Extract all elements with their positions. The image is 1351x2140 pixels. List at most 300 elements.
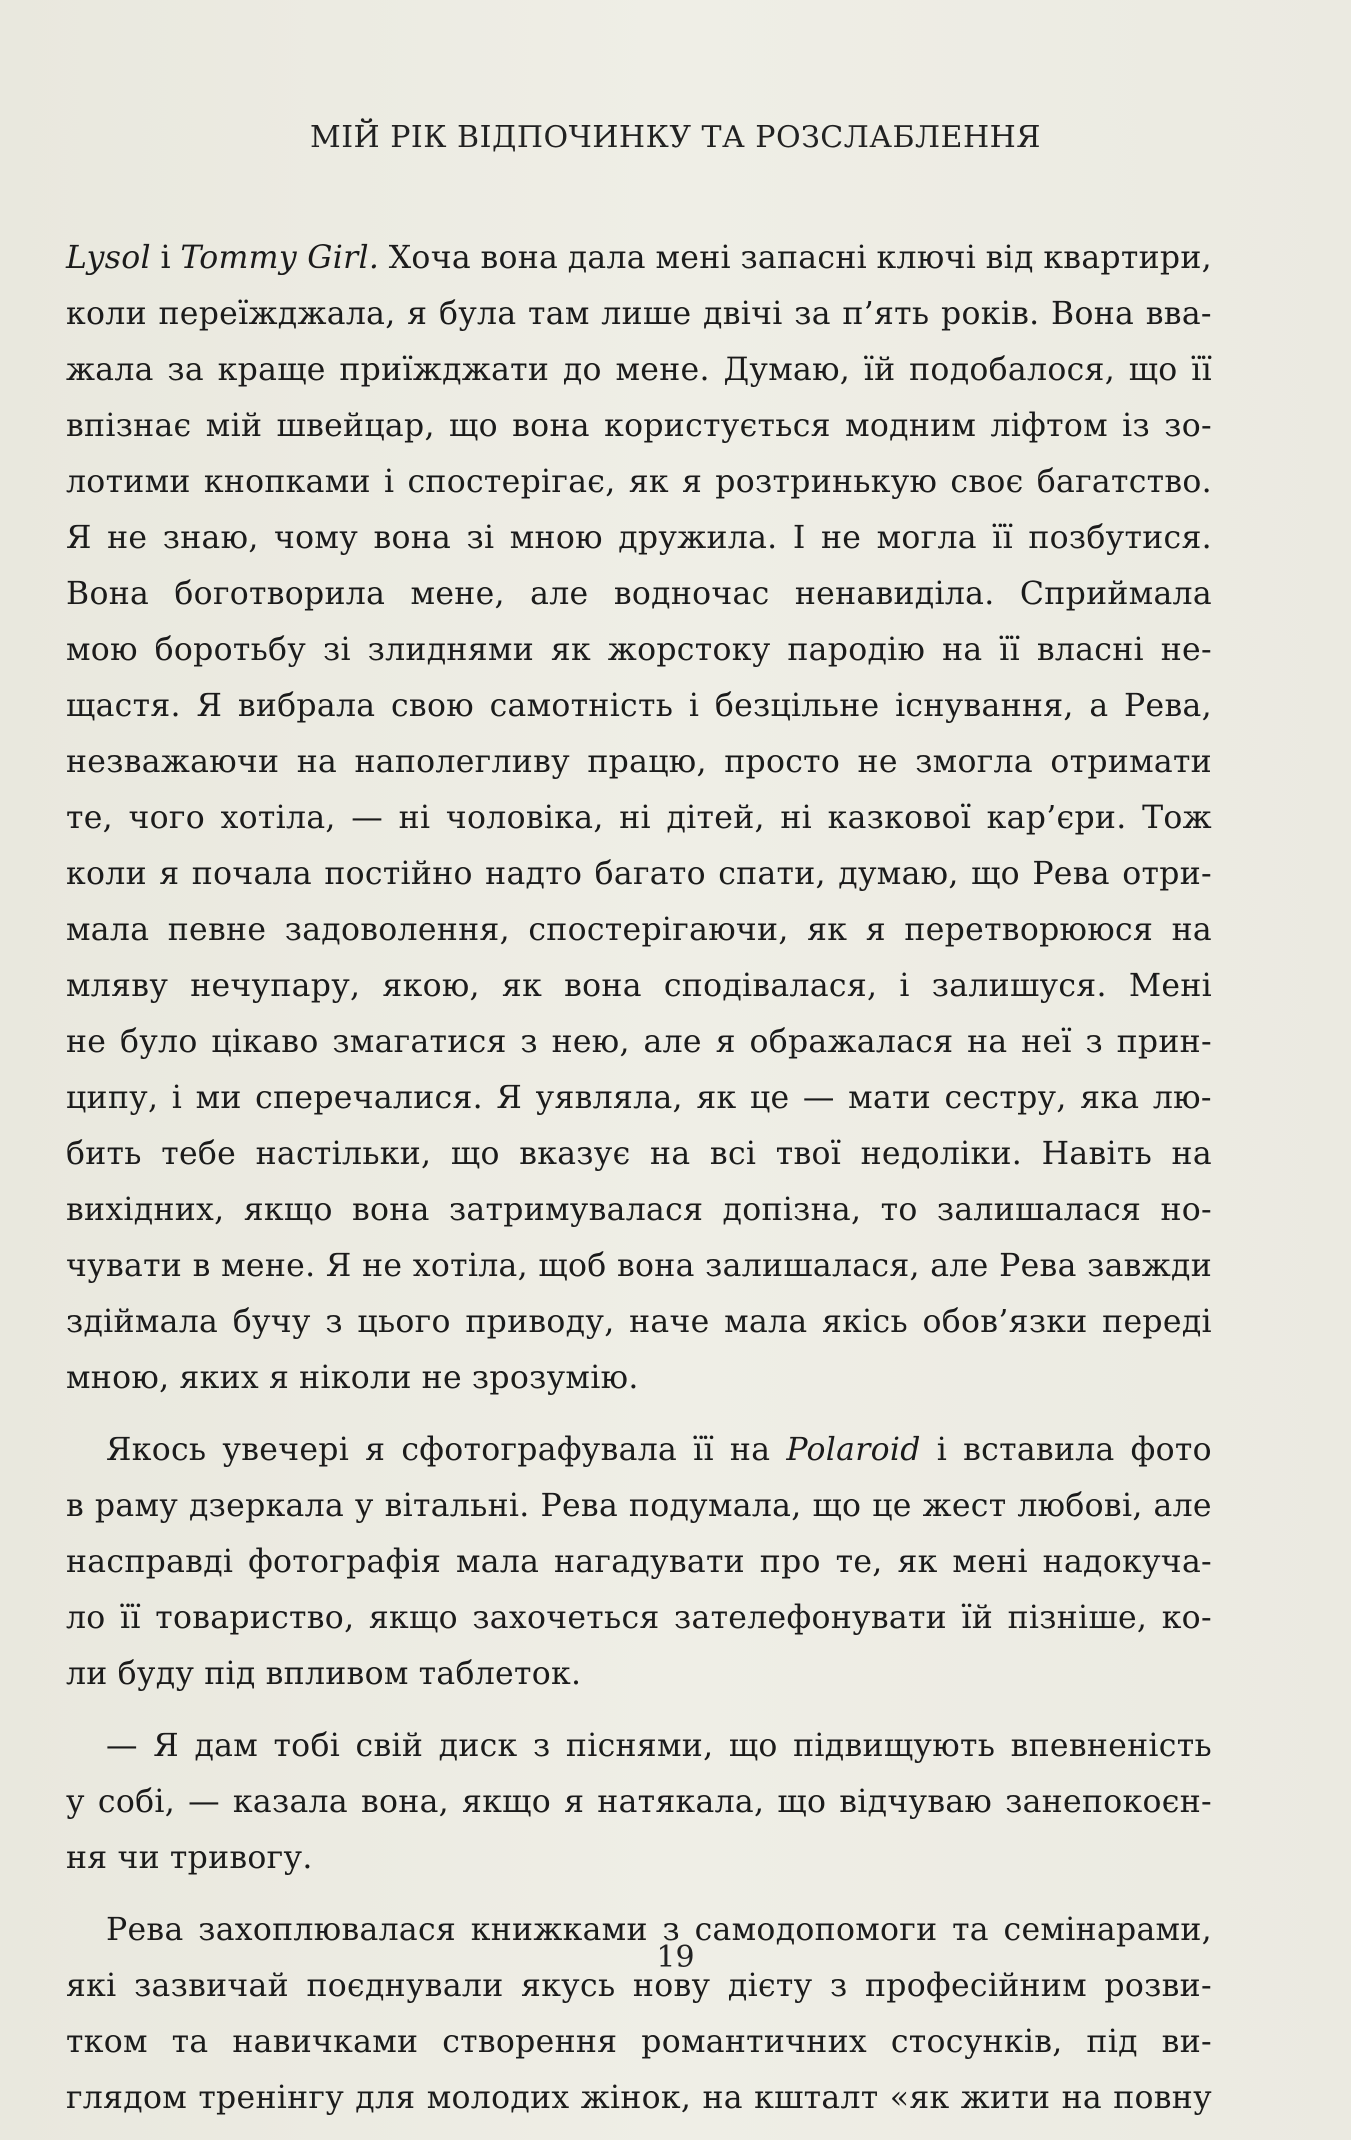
paragraph (66, 1902, 1212, 2126)
word: перетворююся (904, 912, 1154, 948)
text-line (66, 454, 1212, 510)
word: якщо (368, 1600, 458, 1636)
word: захоплювалася (198, 1912, 457, 1948)
word: думаю, (838, 856, 959, 892)
word: двічі (703, 296, 783, 332)
word: раму (94, 1488, 179, 1524)
word: якщо (243, 1192, 333, 1228)
word: я (715, 1024, 736, 1060)
word: тобі (273, 1728, 341, 1764)
word: а (1089, 688, 1109, 724)
word: самодопомоги (694, 1912, 938, 1948)
word: книжками (470, 1912, 648, 1948)
word: подумала, (628, 1488, 802, 1524)
word: спостерігає, (407, 464, 616, 500)
word: її (992, 520, 1013, 556)
text-line (66, 1478, 1212, 1534)
word: тком (66, 2024, 148, 2060)
word: що (971, 856, 1020, 892)
word: Вона (1051, 296, 1135, 332)
word: собі, (97, 1784, 176, 1820)
word: своє (950, 464, 1024, 500)
word: приїжджати (339, 352, 550, 388)
word: навичками (232, 2024, 419, 2060)
word: не (66, 1024, 107, 1060)
text-line (66, 846, 1212, 902)
word: незважаючи (66, 744, 280, 780)
word: у (354, 1488, 374, 1524)
word: під (1086, 2024, 1138, 2060)
page-number: 19 (656, 1940, 695, 1975)
word: вона (564, 968, 642, 1004)
paragraph (66, 1718, 1212, 1886)
word: любові, (1017, 1488, 1143, 1524)
word: швейцар, (276, 408, 435, 444)
word: захочеться (472, 1600, 660, 1636)
text-line (66, 286, 1212, 342)
word: но- (1160, 1192, 1212, 1228)
word: жорстоку (607, 632, 771, 668)
word: переїжджала, (158, 296, 396, 332)
word: занепокоєн- (1005, 1784, 1212, 1820)
word: Я (325, 1248, 352, 1284)
word: підвищують (793, 1728, 996, 1764)
text-line (66, 1422, 1212, 1478)
word: як (628, 464, 669, 500)
text-line (66, 510, 1212, 566)
word: молодих (426, 2080, 570, 2116)
text-line (66, 1830, 1212, 1886)
word: Рева (999, 1248, 1077, 1284)
word: їй (961, 1600, 994, 1636)
word: недоліки. (860, 1136, 1023, 1172)
word: дітей, (666, 800, 765, 836)
word: мою (66, 632, 138, 668)
word: допізна, (722, 1192, 862, 1228)
word: не (421, 1360, 462, 1396)
word: зі (466, 520, 495, 556)
word: бить (66, 1136, 142, 1172)
word: на (650, 1136, 691, 1172)
word: мала (66, 912, 150, 948)
word: працю, (587, 744, 707, 780)
word: Тож (1142, 800, 1212, 836)
word: жест (922, 1488, 1007, 1524)
word: з (662, 1912, 680, 1948)
word: водночас (613, 576, 770, 612)
word: користується (604, 408, 831, 444)
word: її (1191, 352, 1212, 388)
word: боротьбу (154, 632, 307, 668)
word: у (66, 1784, 85, 1820)
word: подобалося, (909, 352, 1116, 388)
word: професійним (864, 1968, 1087, 2004)
text-line (66, 1182, 1212, 1238)
word: тренінгу (198, 2080, 345, 2116)
paragraph-gap (66, 1886, 1212, 1902)
word: і (383, 464, 395, 500)
word: ло (66, 1600, 106, 1636)
word: жала (66, 352, 154, 388)
word: мене. (221, 1248, 316, 1284)
word: як (501, 968, 543, 1004)
word: таблеток. (418, 1656, 582, 1692)
word: із (1122, 408, 1151, 444)
word: для (355, 2080, 416, 2116)
word: але (1153, 1488, 1212, 1524)
word: поєднували (306, 1968, 504, 2004)
word: ли (66, 1656, 108, 1692)
text-line (66, 1774, 1212, 1830)
word: переді (1102, 1304, 1212, 1340)
word: те, (66, 800, 113, 836)
word: наче (629, 1304, 710, 1340)
word: на (942, 632, 983, 668)
word: ні (780, 800, 813, 836)
word: прин- (1116, 1024, 1212, 1060)
word: знаю, (162, 520, 259, 556)
word: постійно (324, 856, 473, 892)
word: багато (594, 856, 706, 892)
text-line (66, 1238, 1212, 1294)
word: і (936, 1432, 948, 1468)
word: ключі (876, 240, 977, 276)
word: глядом (66, 2080, 188, 2116)
word: на (1171, 1136, 1212, 1172)
word: обов’язки (922, 1304, 1088, 1340)
paragraph-gap (66, 1702, 1212, 1718)
word: твої (775, 1136, 842, 1172)
word: всі (709, 1136, 757, 1172)
word: Lysol (66, 240, 151, 276)
word: що (1128, 352, 1178, 388)
word: вона (480, 240, 559, 276)
text-line (66, 398, 1212, 454)
word: я (865, 912, 886, 948)
word: те, (835, 1544, 883, 1580)
word: було (119, 1024, 198, 1060)
word: її (120, 1600, 141, 1636)
word: Рева, (1124, 688, 1212, 724)
word: хотіла, (412, 1248, 528, 1284)
word: я (159, 856, 180, 892)
word: Polaroid (786, 1432, 921, 1468)
word: то (880, 1192, 918, 1228)
word: буду (117, 1656, 195, 1692)
word: з (325, 1304, 343, 1340)
word: позбутися. (1028, 520, 1212, 556)
word: років. (940, 296, 1040, 332)
word: модним (845, 408, 977, 444)
word: затримувалася (448, 1192, 704, 1228)
word: вихідних, (66, 1192, 225, 1228)
word: казкової (827, 800, 972, 836)
word: — (351, 800, 384, 836)
word: мені (655, 240, 731, 276)
word: якщо (462, 1784, 552, 1820)
word: та (952, 1912, 989, 1948)
word: жити (960, 2080, 1051, 2116)
word: просто (724, 744, 841, 780)
word: лотими (66, 464, 191, 500)
word: безцільне (714, 688, 880, 724)
word: з (1085, 1024, 1103, 1060)
word: мене. (615, 352, 710, 388)
word: Я (496, 1080, 523, 1116)
word: вибрала (237, 688, 376, 724)
word: певне (167, 912, 267, 948)
word: там (528, 296, 590, 332)
word: чому (274, 520, 359, 556)
word: з (829, 1968, 848, 2004)
word: приводу, (465, 1304, 615, 1340)
word: мною (509, 520, 603, 556)
text-line (66, 230, 1212, 286)
text-line (66, 1534, 1212, 1590)
word: боготворила (174, 576, 386, 612)
word: з (532, 1728, 551, 1764)
word: чувати (66, 1248, 183, 1284)
word: впевненість (1010, 1728, 1212, 1764)
word: спостерігаючи, (528, 912, 789, 948)
word: піснями, (565, 1728, 714, 1764)
word: мляву (66, 968, 169, 1004)
word: спати, (718, 856, 826, 892)
word: зо- (1164, 408, 1212, 444)
word: бучу (232, 1304, 311, 1340)
running-head: МІЙ РІК ВІДПОЧИНКУ ТА РОЗСЛАБЛЕННЯ (309, 120, 1042, 155)
word: надокуча- (1042, 1544, 1212, 1580)
word: змогла (915, 744, 1033, 780)
word: коли (66, 296, 147, 332)
word: Навіть (1041, 1136, 1153, 1172)
word: це (749, 1080, 790, 1116)
word: жінок, (580, 2080, 692, 2116)
word: неї (1021, 1024, 1072, 1060)
word: мені (952, 1544, 1028, 1580)
word: романтичних (641, 2024, 867, 2060)
text-line (66, 790, 1212, 846)
word: що (450, 1136, 500, 1172)
word: на (702, 2080, 743, 2116)
word: на (296, 744, 338, 780)
word: що (449, 408, 498, 444)
text-line (66, 1718, 1212, 1774)
word: ні (398, 800, 431, 836)
word: я (268, 1360, 290, 1396)
word: я (681, 464, 703, 500)
word: ліфтом (990, 408, 1108, 444)
word: Вона (66, 576, 150, 612)
word: здіймала (66, 1304, 219, 1340)
word: але (643, 1024, 702, 1060)
word: лише (601, 296, 692, 332)
word: тривогу. (169, 1840, 313, 1876)
word: ненавиділа. (794, 576, 995, 612)
word: ви- (1161, 2024, 1212, 2060)
word: на (729, 1432, 771, 1468)
word: зазвичай (134, 1968, 289, 2004)
word: щастя. (66, 688, 181, 724)
word: — (188, 1784, 220, 1820)
word: фото (1130, 1432, 1212, 1468)
word: Рева (1032, 856, 1110, 892)
text-line (66, 958, 1212, 1014)
word: нагадувати (554, 1544, 745, 1580)
word: щоб (538, 1248, 607, 1284)
word: не (362, 1248, 403, 1284)
word: не (107, 520, 148, 556)
word: я (365, 1432, 386, 1468)
word: в (192, 1248, 211, 1284)
word: квартири, (1043, 240, 1212, 276)
word: з (520, 1024, 538, 1060)
word: мене, (410, 576, 505, 612)
word: І (792, 520, 806, 556)
word: дієту (727, 1968, 813, 2004)
word: ня (66, 1840, 108, 1876)
word: сперечалися. (255, 1080, 483, 1116)
text-line (66, 622, 1212, 678)
word: дам (194, 1728, 259, 1764)
word: тебе (161, 1136, 237, 1172)
word: ми (195, 1080, 242, 1116)
word: нову (632, 1968, 711, 2004)
word: це (872, 1488, 912, 1524)
text-line (66, 1590, 1212, 1646)
word: самотність (489, 688, 674, 724)
word: насправді (66, 1544, 234, 1580)
word: Якось (106, 1432, 207, 1468)
word: зрозумію. (471, 1360, 639, 1396)
word: їй (863, 352, 896, 388)
text-line (66, 2070, 1212, 2126)
word: зі (322, 632, 351, 668)
word: яка (1080, 1080, 1140, 1116)
paragraph (66, 1422, 1212, 1702)
word: — (802, 1080, 835, 1116)
word: мати (848, 1080, 932, 1116)
word: впізнає (66, 408, 192, 444)
word: про (759, 1544, 821, 1580)
text-line (66, 678, 1212, 734)
word: Я (66, 520, 92, 556)
word: на (1061, 2080, 1102, 2116)
word: я (564, 1784, 585, 1820)
word: ні (619, 800, 651, 836)
word: п’ять (842, 296, 930, 332)
word: отримати (1050, 744, 1212, 780)
word: змагатися (332, 1024, 507, 1060)
word: як (807, 912, 848, 948)
word: як (696, 1080, 737, 1116)
word: залишалася, (705, 1248, 920, 1284)
paragraph (66, 230, 1212, 1406)
word: відчуваю (839, 1784, 993, 1820)
word: вона (512, 408, 590, 444)
word: коли (66, 856, 147, 892)
word: багатство. (1036, 464, 1212, 500)
word: цікаво (211, 1024, 319, 1060)
word: розви- (1104, 1968, 1212, 2004)
text-line (66, 902, 1212, 958)
word: натякала, (597, 1784, 765, 1820)
text-line (66, 1350, 1212, 1406)
word: не (820, 520, 862, 556)
word: фотографія (248, 1544, 442, 1580)
word: створення (442, 2024, 618, 2060)
word: до (562, 352, 602, 388)
word: ципу, (66, 1080, 159, 1116)
word: лю- (1152, 1080, 1212, 1116)
word: свій (355, 1728, 424, 1764)
word: кшталт (754, 2080, 879, 2116)
word: мала (724, 1304, 808, 1340)
word: дзеркала (188, 1488, 345, 1524)
text-line (66, 566, 1212, 622)
word: за (794, 296, 831, 332)
word: не- (1160, 632, 1212, 668)
word: злиднями (367, 632, 534, 668)
word: і (899, 968, 910, 1004)
word: семінарами, (1003, 1912, 1212, 1948)
word: Я (196, 688, 223, 724)
word: кнопками (203, 464, 371, 500)
word: Tommy Girl. (180, 240, 380, 276)
word: на (967, 1024, 1008, 1060)
word: власні (1036, 632, 1144, 668)
word: чого (128, 800, 206, 836)
word: я (407, 296, 428, 332)
word: як (550, 632, 591, 668)
text-line (66, 1014, 1212, 1070)
word: Рева (106, 1912, 184, 1948)
word: ко- (1161, 1600, 1212, 1636)
word: якусь (521, 1968, 616, 2004)
word: ніколи (299, 1360, 412, 1396)
word: якісь (822, 1304, 908, 1340)
word: впливом (265, 1656, 409, 1692)
word: Хоча (388, 240, 471, 276)
word: увечері (222, 1432, 350, 1468)
word: залишуся. (931, 968, 1107, 1004)
word: нею, (551, 1024, 630, 1060)
word: чоловіка, (445, 800, 604, 836)
word: вона (617, 1248, 695, 1284)
text-line (66, 1126, 1212, 1182)
word: розтринькую (715, 464, 938, 500)
word: мій (205, 408, 263, 444)
word: сподівалася, (663, 968, 878, 1004)
word: Рева (540, 1488, 619, 1524)
word: хотіла, (220, 800, 336, 836)
text-line (66, 1646, 1212, 1702)
word: наполегливу (354, 744, 570, 780)
word: мала (455, 1544, 540, 1580)
word: але (930, 1248, 989, 1284)
word: зателефонувати (674, 1600, 947, 1636)
word: якою, (382, 968, 480, 1004)
word: пародію (787, 632, 926, 668)
word: диск (438, 1728, 518, 1764)
word: не (857, 744, 898, 780)
word: в (66, 1488, 85, 1524)
word: але (530, 576, 589, 612)
word: її (693, 1432, 714, 1468)
word: цього (357, 1304, 451, 1340)
word: які (66, 1968, 117, 2004)
word: запасні (740, 240, 867, 276)
